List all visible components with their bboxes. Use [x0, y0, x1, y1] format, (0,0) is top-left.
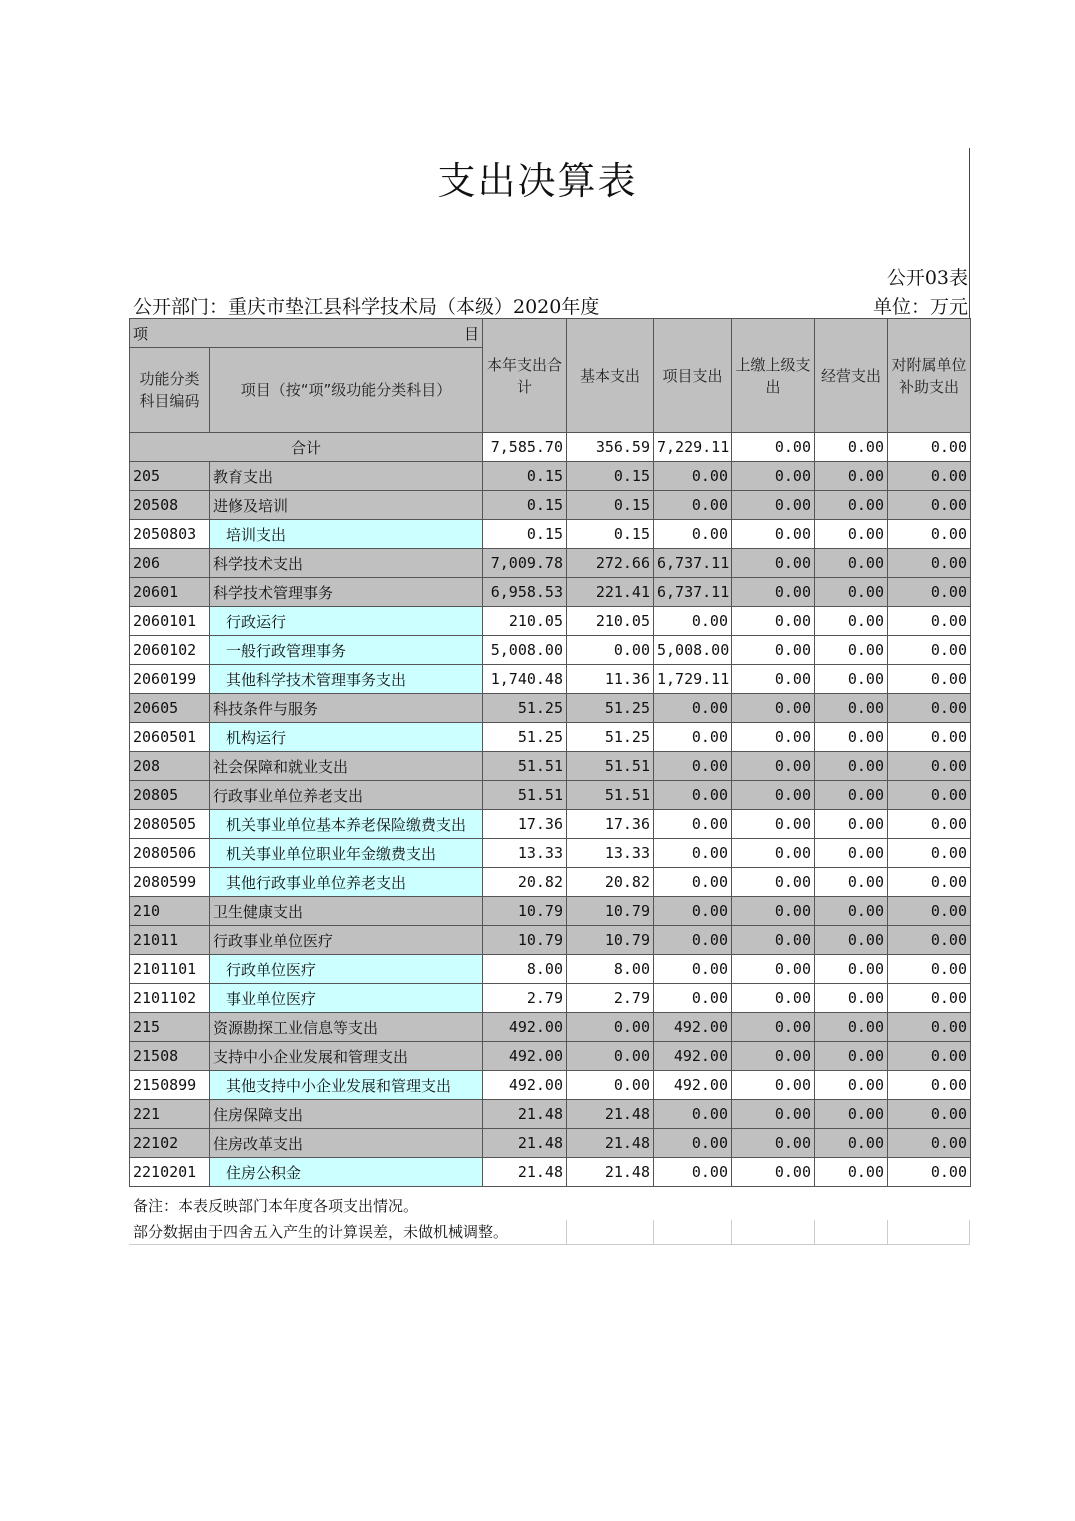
- row-value: 0.00: [732, 897, 815, 926]
- row-value: 0.00: [888, 694, 971, 723]
- row-value: 13.33: [567, 839, 654, 868]
- row-value: 0.00: [815, 607, 888, 636]
- row-value: 0.00: [888, 752, 971, 781]
- row-name: 资源勘探工业信息等支出: [210, 1013, 483, 1042]
- row-value: 492.00: [654, 1013, 732, 1042]
- row-value: 0.00: [654, 897, 732, 926]
- row-value: 0.00: [815, 1129, 888, 1158]
- row-value: 0.00: [732, 1100, 815, 1129]
- table-row: [130, 1129, 971, 1158]
- table-row: [130, 955, 971, 984]
- row-value: 21.48: [567, 1100, 654, 1129]
- note-rounding: 部分数据由于四舍五入产生的计算误差，未做机械调整。: [133, 1223, 509, 1241]
- row-value: 10.79: [483, 926, 567, 955]
- note-divider: [731, 1220, 732, 1244]
- row-value: 0.00: [732, 1129, 815, 1158]
- row-value: 0.00: [654, 607, 732, 636]
- row-value: 0.00: [732, 1071, 815, 1100]
- row-name: 科技条件与服务: [210, 694, 483, 723]
- row-value: 7,009.78: [483, 549, 567, 578]
- note-divider: [969, 1220, 970, 1244]
- table-row: [130, 578, 971, 607]
- row-value: 0.00: [888, 897, 971, 926]
- row-value: 0.00: [732, 839, 815, 868]
- row-value: 0.00: [888, 781, 971, 810]
- row-name: 科学技术支出: [210, 549, 483, 578]
- row-value: 0.00: [654, 462, 732, 491]
- row-value: 0.15: [483, 491, 567, 520]
- row-value: 8.00: [483, 955, 567, 984]
- row-value: 0.00: [567, 1042, 654, 1071]
- row-value: 0.00: [654, 1100, 732, 1129]
- total-cell: 7,585.70: [483, 433, 567, 462]
- row-value: 0.00: [888, 723, 971, 752]
- row-value: 51.51: [567, 752, 654, 781]
- row-value: 21.48: [483, 1129, 567, 1158]
- row-value: 6,737.11: [654, 549, 732, 578]
- row-value: 0.15: [567, 491, 654, 520]
- row-value: 0.00: [815, 926, 888, 955]
- row-name: 其他科学技术管理事务支出: [210, 665, 483, 694]
- row-value: 0.00: [732, 491, 815, 520]
- row-code: 2060101: [130, 607, 210, 636]
- row-value: 20.82: [483, 868, 567, 897]
- row-value: 1,729.11: [654, 665, 732, 694]
- row-name: 卫生健康支出: [210, 897, 483, 926]
- total-cell: 0.00: [815, 433, 888, 462]
- row-name: 支持中小企业发展和管理支出: [210, 1042, 483, 1071]
- row-value: 6,737.11: [654, 578, 732, 607]
- row-code: 2080505: [130, 810, 210, 839]
- row-value: 2.79: [483, 984, 567, 1013]
- row-value: 0.00: [888, 1100, 971, 1129]
- header-item-span: [130, 319, 483, 348]
- row-value: 0.00: [888, 1042, 971, 1071]
- header-total-col: 本年支出合计: [483, 319, 567, 433]
- row-value: 0.00: [815, 897, 888, 926]
- row-value: 0.00: [654, 1129, 732, 1158]
- row-value: 0.00: [815, 810, 888, 839]
- row-name: 培训支出: [210, 520, 483, 549]
- note-remark: 备注：本表反映部门本年度各项支出情况。: [133, 1197, 419, 1215]
- row-value: 0.00: [654, 1158, 732, 1187]
- row-value: 0.00: [732, 636, 815, 665]
- row-code: 2060501: [130, 723, 210, 752]
- row-code: 2080506: [130, 839, 210, 868]
- row-value: 0.00: [732, 549, 815, 578]
- row-value: 0.00: [815, 462, 888, 491]
- total-cell: 0.00: [732, 433, 815, 462]
- row-value: 10.79: [567, 926, 654, 955]
- row-value: 0.00: [815, 752, 888, 781]
- row-code: 2101101: [130, 955, 210, 984]
- row-name: 其他支持中小企业发展和管理支出: [210, 1071, 483, 1100]
- row-value: 51.25: [567, 694, 654, 723]
- row-code: 221: [130, 1100, 210, 1129]
- total-row: [130, 433, 971, 462]
- row-value: 51.51: [567, 781, 654, 810]
- header-basic-col: 基本支出: [567, 319, 654, 433]
- row-value: 0.00: [888, 810, 971, 839]
- row-value: 221.41: [567, 578, 654, 607]
- row-value: 0.00: [888, 607, 971, 636]
- table-row: [130, 665, 971, 694]
- row-value: 0.00: [888, 1158, 971, 1187]
- row-code: 206: [130, 549, 210, 578]
- row-value: 0.00: [732, 926, 815, 955]
- row-value: 0.00: [815, 1158, 888, 1187]
- table-row: [130, 984, 971, 1013]
- table-row: [130, 491, 971, 520]
- row-value: 0.00: [732, 955, 815, 984]
- header-subsidy-col: 对附属单位补助支出: [888, 319, 971, 433]
- row-name: 教育支出: [210, 462, 483, 491]
- row-code: 20605: [130, 694, 210, 723]
- row-value: 0.15: [483, 462, 567, 491]
- department-label: 公开部门：重庆市垫江县科学技术局（本级）2020年度: [133, 296, 600, 318]
- row-value: 0.00: [815, 1071, 888, 1100]
- row-value: 21.48: [567, 1129, 654, 1158]
- expenditure-table: [129, 318, 971, 1187]
- header-mu: 目: [463, 324, 479, 343]
- note-divider: [814, 1220, 815, 1244]
- header-item-col: 项目（按“项”级功能分类科目）: [210, 348, 483, 433]
- row-code: 2060102: [130, 636, 210, 665]
- row-value: 0.00: [654, 810, 732, 839]
- row-value: 492.00: [483, 1013, 567, 1042]
- row-value: 0.00: [815, 694, 888, 723]
- row-value: 2.79: [567, 984, 654, 1013]
- row-code: 215: [130, 1013, 210, 1042]
- row-code: 21508: [130, 1042, 210, 1071]
- row-code: 20805: [130, 781, 210, 810]
- row-value: 1,740.48: [483, 665, 567, 694]
- note-divider: [887, 1220, 888, 1244]
- row-name: 机关事业单位基本养老保险缴费支出: [210, 810, 483, 839]
- row-value: 51.25: [567, 723, 654, 752]
- row-name: 一般行政管理事务: [210, 636, 483, 665]
- row-value: 17.36: [483, 810, 567, 839]
- table-row: [130, 549, 971, 578]
- row-value: 0.15: [567, 462, 654, 491]
- row-value: 0.00: [815, 665, 888, 694]
- row-value: 0.15: [483, 520, 567, 549]
- note-divider: [653, 1220, 654, 1244]
- row-value: 0.00: [654, 491, 732, 520]
- table-row: [130, 1158, 971, 1187]
- row-value: 210.05: [483, 607, 567, 636]
- row-value: 0.00: [888, 839, 971, 868]
- row-value: 0.00: [888, 636, 971, 665]
- row-value: 0.00: [567, 1071, 654, 1100]
- row-code: 21011: [130, 926, 210, 955]
- row-value: 8.00: [567, 955, 654, 984]
- row-value: 20.82: [567, 868, 654, 897]
- row-value: 0.00: [815, 549, 888, 578]
- row-code: 210: [130, 897, 210, 926]
- row-value: 0.00: [888, 1071, 971, 1100]
- row-code: 22102: [130, 1129, 210, 1158]
- row-value: 0.00: [888, 1013, 971, 1042]
- row-value: 51.25: [483, 694, 567, 723]
- row-value: 0.00: [654, 520, 732, 549]
- row-name: 社会保障和就业支出: [210, 752, 483, 781]
- row-name: 住房公积金: [210, 1158, 483, 1187]
- row-value: 51.25: [483, 723, 567, 752]
- row-value: 51.51: [483, 781, 567, 810]
- row-value: 210.05: [567, 607, 654, 636]
- row-value: 0.00: [732, 462, 815, 491]
- row-value: 0.00: [654, 752, 732, 781]
- header-project-col: 项目支出: [654, 319, 732, 433]
- row-value: 492.00: [654, 1042, 732, 1071]
- total-cell: 7,229.11: [654, 433, 732, 462]
- row-value: 0.00: [815, 491, 888, 520]
- row-name: 行政运行: [210, 607, 483, 636]
- row-value: 11.36: [567, 665, 654, 694]
- row-value: 0.00: [732, 868, 815, 897]
- row-value: 0.00: [732, 810, 815, 839]
- row-value: 17.36: [567, 810, 654, 839]
- row-value: 51.51: [483, 752, 567, 781]
- row-name: 科学技术管理事务: [210, 578, 483, 607]
- note-rounding-row: [129, 1220, 970, 1245]
- row-code: 205: [130, 462, 210, 491]
- row-code: 2060199: [130, 665, 210, 694]
- row-value: 0.00: [732, 1042, 815, 1071]
- table-row: [130, 897, 971, 926]
- row-value: 0.00: [888, 578, 971, 607]
- row-value: 0.00: [888, 955, 971, 984]
- row-value: 0.00: [732, 723, 815, 752]
- row-value: 0.00: [567, 1013, 654, 1042]
- table-row: [130, 926, 971, 955]
- row-value: 0.15: [567, 520, 654, 549]
- row-value: 0.00: [888, 868, 971, 897]
- table-row: [130, 781, 971, 810]
- notes-section: [129, 1192, 970, 1245]
- table-row: [130, 868, 971, 897]
- row-value: 0.00: [732, 694, 815, 723]
- row-value: 0.00: [654, 781, 732, 810]
- page-title: 支出决算表: [437, 159, 638, 203]
- row-name: 住房保障支出: [210, 1100, 483, 1129]
- table-row: [130, 839, 971, 868]
- table-row: [130, 723, 971, 752]
- row-value: 0.00: [732, 578, 815, 607]
- row-name: 机关事业单位职业年金缴费支出: [210, 839, 483, 868]
- row-value: 0.00: [732, 984, 815, 1013]
- row-code: 2210201: [130, 1158, 210, 1187]
- row-value: 21.48: [483, 1100, 567, 1129]
- row-value: 0.00: [888, 462, 971, 491]
- row-value: 10.79: [483, 897, 567, 926]
- row-value: 0.00: [888, 1129, 971, 1158]
- row-value: 492.00: [654, 1071, 732, 1100]
- row-value: 0.00: [732, 1158, 815, 1187]
- row-value: 0.00: [732, 665, 815, 694]
- row-name: 事业单位医疗: [210, 984, 483, 1013]
- header-code-col: 功能分类科目编码: [130, 348, 210, 433]
- row-value: 10.79: [567, 897, 654, 926]
- row-value: 0.00: [654, 723, 732, 752]
- row-code: 2050803: [130, 520, 210, 549]
- row-name: 进修及培训: [210, 491, 483, 520]
- table-row: [130, 1100, 971, 1129]
- row-name: 行政事业单位养老支出: [210, 781, 483, 810]
- row-value: 0.00: [815, 955, 888, 984]
- row-name: 行政事业单位医疗: [210, 926, 483, 955]
- table-row: [130, 810, 971, 839]
- row-value: 0.00: [815, 723, 888, 752]
- row-value: 0.00: [815, 1100, 888, 1129]
- row-value: 21.48: [483, 1158, 567, 1187]
- row-value: 0.00: [815, 781, 888, 810]
- row-value: 0.00: [888, 926, 971, 955]
- row-code: 2150899: [130, 1071, 210, 1100]
- row-value: 0.00: [888, 984, 971, 1013]
- row-name: 机构运行: [210, 723, 483, 752]
- row-name: 住房改革支出: [210, 1129, 483, 1158]
- row-code: 2101102: [130, 984, 210, 1013]
- row-value: 0.00: [888, 520, 971, 549]
- total-label: 合计: [130, 433, 483, 462]
- row-value: 0.00: [654, 868, 732, 897]
- table-row: [130, 462, 971, 491]
- row-value: 272.66: [567, 549, 654, 578]
- row-value: 0.00: [815, 984, 888, 1013]
- row-code: 208: [130, 752, 210, 781]
- unit-label: 单位：万元: [872, 296, 968, 318]
- table-row: [130, 694, 971, 723]
- header-business-col: 经营支出: [815, 319, 888, 433]
- row-value: 5,008.00: [483, 636, 567, 665]
- header-upper-col: 上缴上级支出: [732, 319, 815, 433]
- row-code: 2080599: [130, 868, 210, 897]
- row-value: 0.00: [654, 839, 732, 868]
- note-divider: [566, 1220, 567, 1244]
- row-value: 0.00: [732, 1013, 815, 1042]
- row-code: 20601: [130, 578, 210, 607]
- row-value: 0.00: [654, 694, 732, 723]
- row-value: 0.00: [815, 1013, 888, 1042]
- row-value: 0.00: [815, 636, 888, 665]
- row-value: 0.00: [888, 491, 971, 520]
- table-row: [130, 1071, 971, 1100]
- row-value: 6,958.53: [483, 578, 567, 607]
- row-value: 0.00: [815, 520, 888, 549]
- header-xiang: 项: [133, 324, 149, 343]
- total-cell: 0.00: [888, 433, 971, 462]
- row-value: 13.33: [483, 839, 567, 868]
- row-value: 0.00: [815, 578, 888, 607]
- right-border-rule: [969, 148, 970, 318]
- row-value: 0.00: [732, 781, 815, 810]
- row-value: 0.00: [732, 607, 815, 636]
- row-name: 其他行政事业单位养老支出: [210, 868, 483, 897]
- row-value: 492.00: [483, 1042, 567, 1071]
- table-row: [130, 752, 971, 781]
- row-value: 0.00: [888, 549, 971, 578]
- row-value: 0.00: [654, 926, 732, 955]
- table-row: [130, 1042, 971, 1071]
- row-value: 0.00: [654, 955, 732, 984]
- row-value: 21.48: [567, 1158, 654, 1187]
- total-cell: 356.59: [567, 433, 654, 462]
- table-row: [130, 520, 971, 549]
- table-row: [130, 1013, 971, 1042]
- row-value: 492.00: [483, 1071, 567, 1100]
- form-number: 公开03表: [886, 267, 968, 289]
- row-value: 0.00: [732, 520, 815, 549]
- table-row: [130, 636, 971, 665]
- row-value: 0.00: [567, 636, 654, 665]
- row-value: 0.00: [815, 839, 888, 868]
- row-value: 0.00: [815, 868, 888, 897]
- row-value: 0.00: [654, 984, 732, 1013]
- row-code: 20508: [130, 491, 210, 520]
- row-value: 5,008.00: [654, 636, 732, 665]
- row-name: 行政单位医疗: [210, 955, 483, 984]
- row-value: 0.00: [888, 665, 971, 694]
- row-value: 0.00: [815, 1042, 888, 1071]
- table-row: [130, 607, 971, 636]
- row-value: 0.00: [732, 752, 815, 781]
